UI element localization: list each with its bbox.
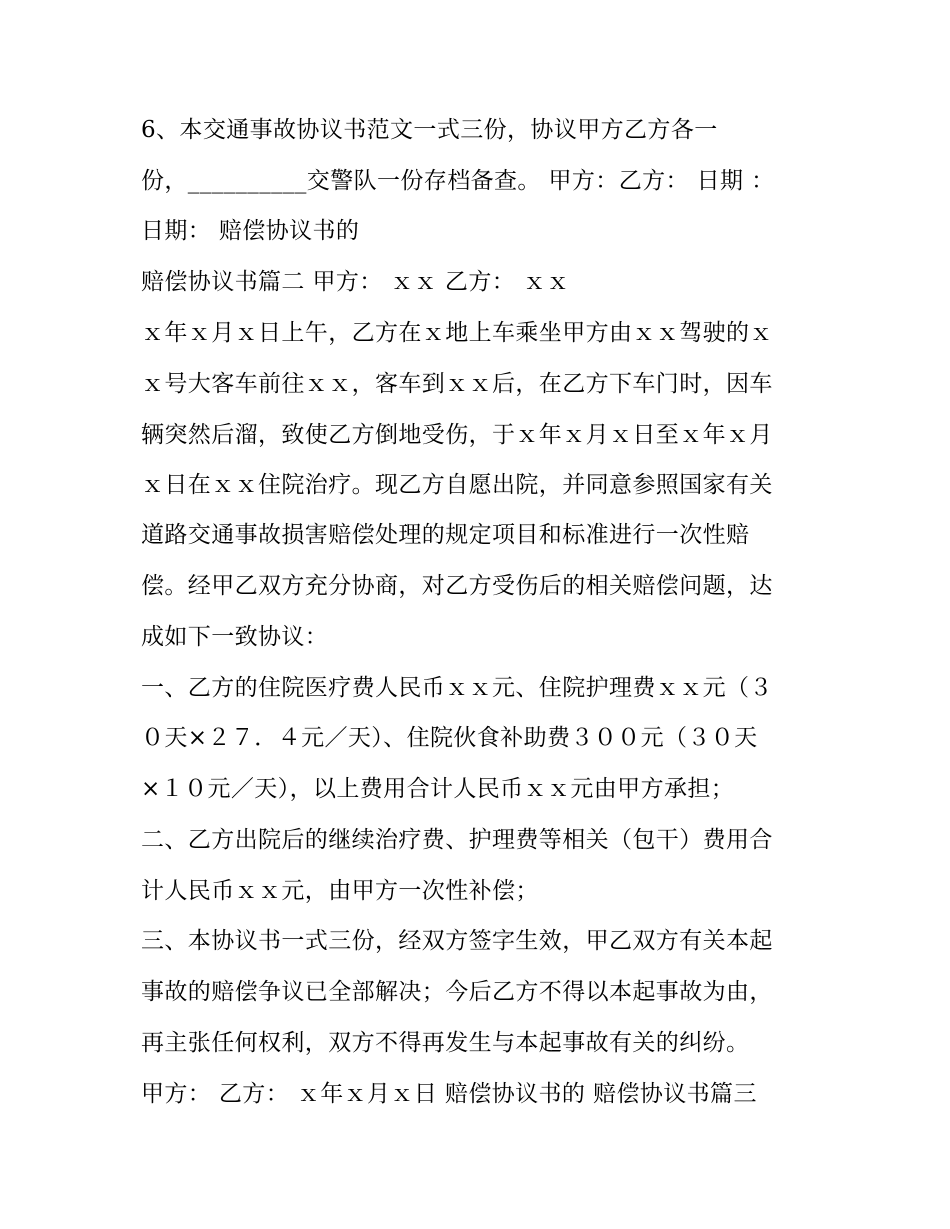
text-line: 成如下一致协议： [141,624,329,650]
text-line: 二、乙方出院后的继续治疗费、护理费等相关（包干）费用合 [141,827,773,853]
text-line: ｘ号大客车前往ｘｘ，客车到ｘｘ后，在乙方下车门时，因车 [141,371,773,397]
text-line: 偿。经甲乙双方充分协商，对乙方受伤后的相关赔偿问题，达 [141,573,773,599]
text-line: ｘ日在ｘｘ住院治疗。现乙方自愿出院，并同意参照国家有关 [141,472,773,498]
text-line: 份，__________交警队一份存档备查。 甲方：乙方： 日期 ： [141,168,775,194]
text-line: ×１０元／天），以上费用合计人民币ｘｘ元由甲方承担； [141,776,735,802]
text-line: ０天×２７．４元／天）、住院伙食补助费３００元（３０天 [141,725,758,751]
text-line: 一、乙方的住院医疗费人民币ｘｘ元、住院护理费ｘｘ元（３ [141,675,773,701]
text-line: 计人民币ｘｘ元，由甲方一次性补偿； [141,878,539,904]
text-line: 甲方： 乙方： ｘ年ｘ月ｘ日 赔偿协议书的 赔偿协议书篇三 [141,1081,757,1107]
text-line: 事故的赔偿争议已全部解决；今后乙方不得以本起事故为由， [141,979,773,1005]
text-line: 赔偿协议书篇二 甲方： ｘｘ 乙方： ｘｘ [141,269,570,295]
text-line: 6、本交通事故协议书范文一式三份，协议甲方乙方各一 [141,117,718,143]
text-line: ｘ年ｘ月ｘ日上午，乙方在ｘ地上车乘坐甲方由ｘｘ驾驶的ｘ [141,320,773,346]
text-line: 辆突然后溜，致使乙方倒地受伤，于ｘ年ｘ月ｘ日至ｘ年ｘ月 [141,422,773,448]
text-line: 道路交通事故损害赔偿处理的规定项目和标准进行一次性赔 [141,522,750,548]
text-line: 三、本协议书一式三份，经双方签字生效，甲乙双方有关本起 [141,928,773,954]
text-line: 再主张任何权利，双方不得再发生与本起事故有关的纠纷。 [141,1030,750,1056]
text-line: 日期： 赔偿协议书的 [141,218,360,244]
